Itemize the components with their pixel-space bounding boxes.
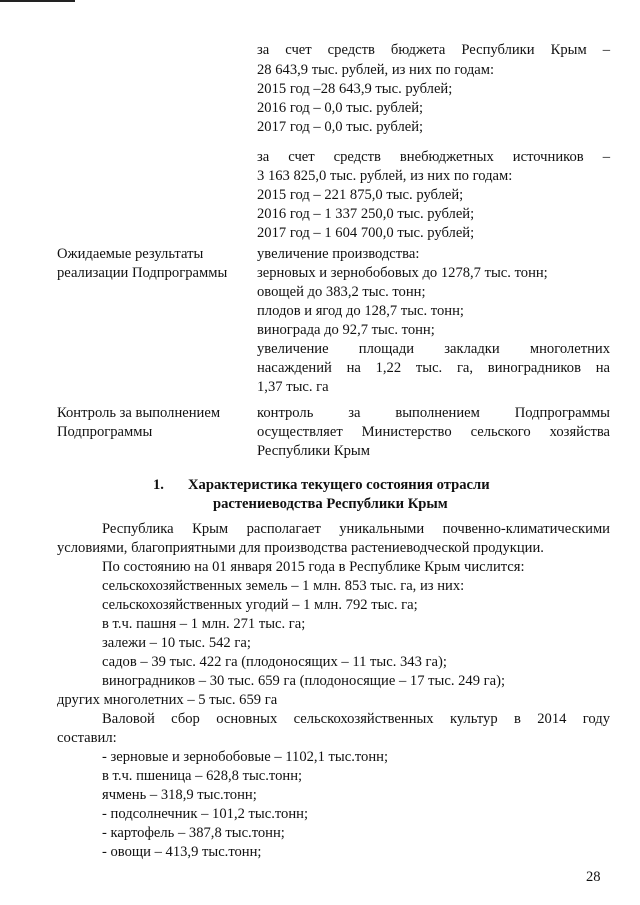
section-title-line: растениеводства Республики Крым [213,496,448,512]
text-line: увеличение производства: [257,246,420,262]
text-line: залежи – 10 тыс. 542 га; [102,635,251,651]
text-line: - картофель – 387,8 тыс.тонн; [102,825,285,841]
text-line: составил: [57,730,117,746]
text-line: ячмень – 318,9 тыс.тонн; [102,787,257,803]
text-line: 2017 год – 0,0 тыс. рублей; [257,119,424,135]
text-line: 2015 год – 221 875,0 тыс. рублей; [257,187,464,203]
text-line: за счет средств бюджета Республики Крым – [257,42,610,58]
text-line: за счет средств внебюджетных источников – [257,149,610,165]
section-title-line: Характеристика текущего состояния отрасли [188,477,490,493]
page-number: 28 [586,869,601,885]
text-line: виноградников – 30 тыс. 659 га (плодоносящие – 17 тыс. 249 га); [102,673,506,689]
text-line: контроль за выполнением Подпрограммы [257,405,610,421]
text-line: винограда до 92,7 тыс. тонн; [257,322,435,338]
text-line: 2015 год –28 643,9 тыс. рублей; [257,81,453,97]
section-number: 1. [153,477,164,493]
text-line: реализации Подпрограммы [57,265,228,281]
text-line: Республика Крым располагает уникальными почвенно-климатическими [102,521,610,537]
text-line: 2016 год – 1 337 250,0 тыс. рублей; [257,206,475,222]
text-line: 3 163 825,0 тыс. рублей, из них по годам: [257,168,513,184]
text-line: 28 643,9 тыс. рублей, из них по годам: [257,62,495,78]
text-line: 1,37 тыс. га [257,379,329,395]
text-line: садов – 39 тыс. 422 га (плодоносящих – 11 тыс. 343 га); [102,654,447,670]
text-line: Подпрограммы [57,424,153,440]
text-line: условиями, благоприятными для производства растениеводческой продукции. [57,540,544,556]
text-line: Валовой сбор основных сельскохозяйственных культур в 2014 году [102,711,610,727]
text-line: овощей до 383,2 тыс. тонн; [257,284,426,300]
text-line: других многолетних – 5 тыс. 659 га [57,692,278,708]
text-line: 2016 год – 0,0 тыс. рублей; [257,100,424,116]
text-line: - подсолнечник – 101,2 тыс.тонн; [102,806,309,822]
text-line: в т.ч. пашня – 1 млн. 271 тыс. га; [102,616,306,632]
text-line: плодов и ягод до 128,7 тыс. тонн; [257,303,464,319]
top-edge-line [0,0,75,2]
text-line: - зерновые и зернобобовые – 1102,1 тыс.тонн; [102,749,388,765]
text-line: Ожидаемые результаты [57,246,204,262]
text-line: Республики Крым [257,443,370,459]
text-line: сельскохозяйственных угодий – 1 млн. 792 тыс. га; [102,597,418,613]
text-line: 2017 год – 1 604 700,0 тыс. рублей; [257,225,475,241]
text-line: Контроль за выполнением [57,405,221,421]
text-line: - овощи – 413,9 тыс.тонн; [102,844,262,860]
text-line: насаждений на 1,22 тыс. га, виноградников на [257,360,610,376]
text-line: осуществляет Министерство сельского хозяйства [257,424,610,440]
text-line: в т.ч. пшеница – 628,8 тыс.тонн; [102,768,303,784]
text-line: зерновых и зернобобовых до 1278,7 тыс. тонн; [257,265,548,281]
text-line: По состоянию на 01 января 2015 года в Республике Крым числится: [102,559,525,575]
text-line: сельскохозяйственных земель – 1 млн. 853 тыс. га, из них: [102,578,465,594]
text-line: увеличение площади закладки многолетних [257,341,610,357]
